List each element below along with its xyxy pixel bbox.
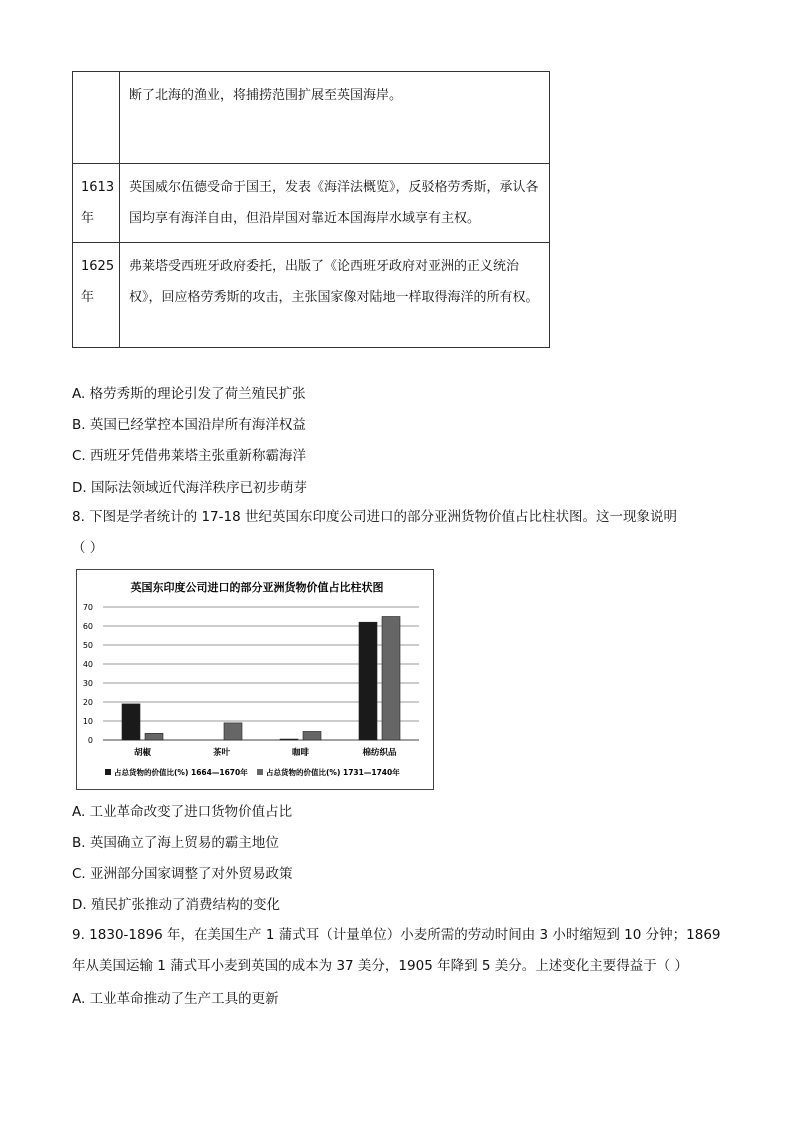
table-row xyxy=(73,72,550,164)
chart-svg xyxy=(77,570,433,789)
q9-stem-cont: 年从美国运输 1 蒲式耳小麦到英国的成本为 37 美分，1905 年降到 5 美分。上述变化主要得益于（ ） xyxy=(72,958,689,974)
category-label: 胡椒 xyxy=(133,748,152,758)
y-tick-label: 40 xyxy=(82,660,93,669)
bar-咖啡 xyxy=(303,731,321,740)
category-label: 咖啡 xyxy=(291,748,310,758)
q9-option-a[interactable]: A. 工业革命推动了生产工具的更新 xyxy=(72,991,279,1007)
event-cell: 弗莱塔受西班牙政府委托，出版了《论西班牙政府对亚洲的正义统治权》，回应格劳秀斯的攻击，主张国家像对陆地一样取得海洋的所有权。 xyxy=(120,243,550,348)
y-tick-label: 30 xyxy=(82,679,93,688)
bar-棉纺织品 xyxy=(382,617,400,741)
y-tick-label: 60 xyxy=(82,622,93,631)
legend-swatch xyxy=(257,769,263,775)
q9-stem: 9. 1830-1896 年，在美国生产 1 蒲式耳（计量单位）小麦所需的劳动时间由 3 小时缩短到 10 分钟；1869 xyxy=(72,927,721,943)
history-table xyxy=(72,71,550,348)
category-label: 棉纺织品 xyxy=(362,748,397,758)
q8-option-d[interactable]: D. 殖民扩张推动了消费结构的变化 xyxy=(72,897,280,913)
table-row xyxy=(73,243,550,348)
bar-胡椒 xyxy=(122,704,140,740)
chart-title: 英国东印度公司进口的部分亚洲货物价值占比柱状图 xyxy=(130,581,384,594)
year-cell: 1613年 xyxy=(73,164,120,243)
bar-chart xyxy=(76,569,434,790)
y-tick-label: 10 xyxy=(82,717,93,726)
q8-option-b[interactable]: B. 英国确立了海上贸易的霸主地位 xyxy=(72,835,279,851)
q8-option-c[interactable]: C. 亚洲部分国家调整了对外贸易政策 xyxy=(72,866,293,882)
q8-stem: 8. 下图是学者统计的 17-18 世纪英国东印度公司进口的部分亚洲货物价值占比柱状图。这一现象说明 xyxy=(72,509,677,525)
q8-answer-blank: （ ） xyxy=(72,540,104,556)
bar-胡椒 xyxy=(145,733,163,740)
y-tick-label: 0 xyxy=(87,736,93,745)
event-cell: 英国威尔伍德受命于国王，发表《海洋法概览》，反驳格劳秀斯，承认各国均享有海洋自由，但沿岸国对靠近本国海岸水域享有主权。 xyxy=(120,164,550,243)
year-cell: 1625年 xyxy=(73,243,120,348)
bar-茶叶 xyxy=(224,723,242,740)
year-cell xyxy=(73,72,120,164)
bar-咖啡 xyxy=(280,739,298,740)
legend-label: 占总货物的价值比(%) 1664—1670年 xyxy=(114,768,248,777)
q7-option-b[interactable]: B. 英国已经掌控本国沿岸所有海洋权益 xyxy=(72,417,306,433)
y-tick-label: 20 xyxy=(82,698,93,707)
bar-棉纺织品 xyxy=(359,622,377,740)
legend-swatch xyxy=(105,769,111,775)
table-row xyxy=(73,164,550,243)
event-cell: 断了北海的渔业，将捕捞范围扩展至英国海岸。 xyxy=(120,72,550,164)
category-label: 茶叶 xyxy=(212,748,231,758)
y-tick-label: 70 xyxy=(82,603,93,612)
q8-option-a[interactable]: A. 工业革命改变了进口货物价值占比 xyxy=(72,804,293,820)
q7-option-c[interactable]: C. 西班牙凭借弗莱塔主张重新称霸海洋 xyxy=(72,448,307,464)
legend-label: 占总货物的价值比(%) 1731—1740年 xyxy=(266,768,400,777)
q7-option-a[interactable]: A. 格劳秀斯的理论引发了荷兰殖民扩张 xyxy=(72,386,306,402)
q7-option-d[interactable]: D. 国际法领域近代海洋秩序已初步萌芽 xyxy=(72,480,307,496)
y-tick-label: 50 xyxy=(82,641,93,650)
